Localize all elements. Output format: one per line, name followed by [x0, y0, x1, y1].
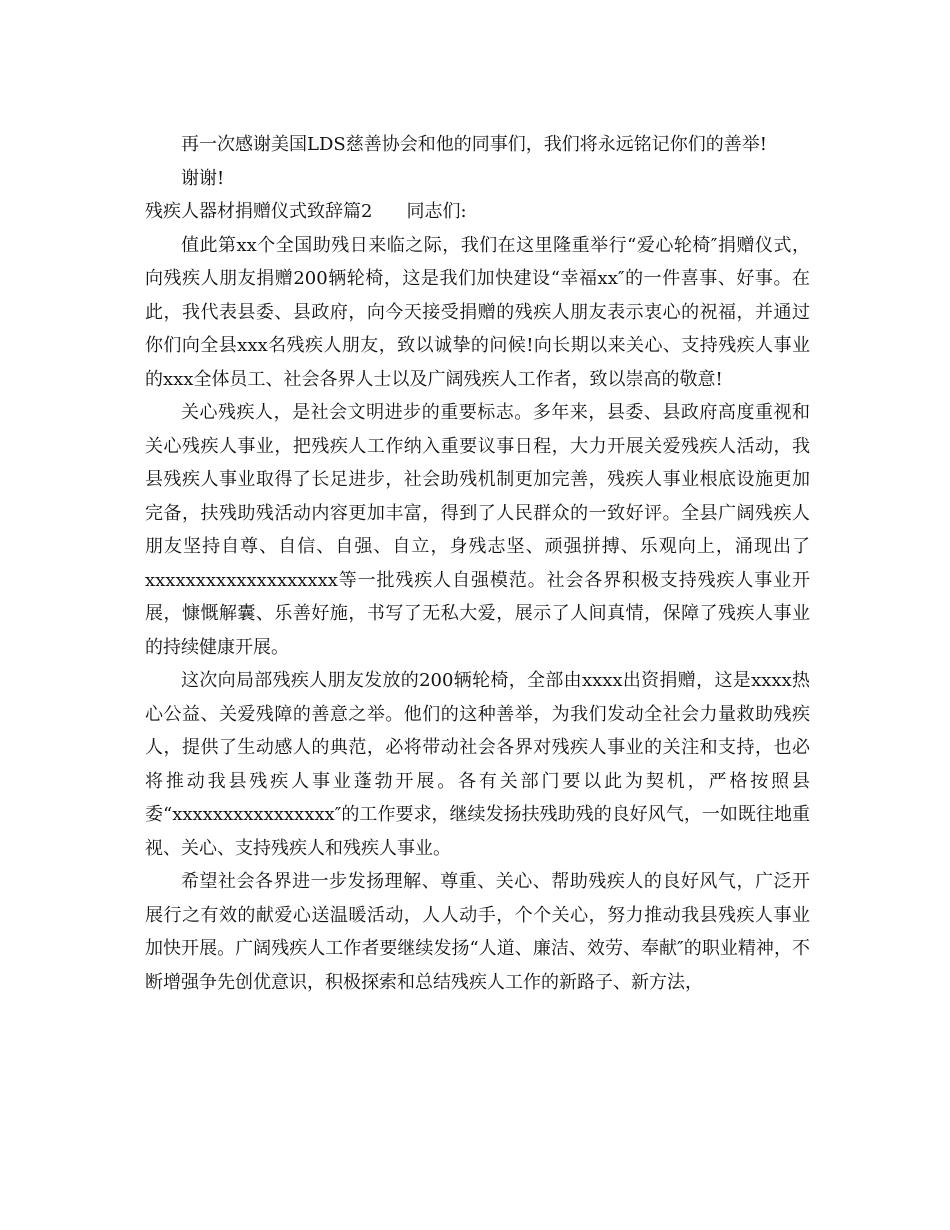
body-paragraph-2: 关心残疾人，是社会文明进步的重要标志。多年来，县委、县政府高度重视和关心残疾人事业，把残疾人工作纳入重要议事日程，大力开展关爱残疾人活动，我县残疾人事业取得了长足进步，社会助残机制更加完善，残疾人事业根底设施更加完备，扶残助残活动内容更加丰富，得到了人民群众的一致好评。全县广阔残疾人朋友坚持自尊、自信、自强、自立，身残志坚、顽强拼搏、乐观向上，涌现出了xxxxxxxxxxxxxxxxxxx等一批残疾人自强模范。社会各界积极支持残疾人事业开展，慷慨解囊、乐善好施，书写了无私大爱，展示了人间真情，保障了残疾人事业的持续健康开展。 — [145, 402, 810, 658]
document-body — [145, 128, 810, 999]
section-heading — [145, 195, 810, 229]
body-paragraph-3: 这次向局部残疾人朋友发放的200辆轮椅，全部由xxxx出资捐赠，这是xxxx热心公益、关爱残障的善意之举。他们的这种善举，为我们发动全社会力量救助残疾人，提供了生动感人的典范，必将带动社会各界对残疾人事业的关注和支持，也必将推动我县残疾人事业蓬勃开展。各有关部门要以此为契机，严格按照县委“xxxxxxxxxxxxxxxx″的工作要求，继续发扬扶残助残的良好风气，一如既往地重视、关心、支持残疾人和残疾人事业。 — [145, 670, 810, 859]
speech-title: 残疾人器材捐赠仪式致辞篇2 — [145, 201, 373, 222]
closing-thank-you: 谢谢! — [181, 167, 225, 189]
body-paragraph-4: 希望社会各界进一步发扬理解、尊重、关心、帮助残疾人的良好风气，广泛开展行之有效的献爱心送温暖活动，人人动手，个个关心，努力推动我县残疾人事业加快开展。广阔残疾人工作者要继续发扬“人道、廉洁、效劳、奉献″的职业精神，不断增强争先创优意识，积极探索和总结残疾人工作的新路子、新方法， — [145, 871, 810, 993]
salutation: 同志们: — [406, 201, 467, 222]
body-paragraph-1: 值此第xx个全国助残日来临之际，我们在这里隆重举行“爱心轮椅″捐赠仪式，向残疾人朋友捐赠200辆轮椅，这是我们加快建设“幸福xx″的一件喜事、好事。在此，我代表县委、县政府，向今天接受捐赠的残疾人朋友表示衷心的祝福，并通过你们向全县xxx名残疾人朋友，致以诚挚的问候!向长期以来关心、支持残疾人事业的xxx全体员工、社会各界人士以及广阔残疾人工作者，致以崇高的敬意! — [145, 234, 810, 390]
closing-thanks-paragraph: 再一次感谢美国LDS慈善协会和他的同事们，我们将永远铭记你们的善举! — [181, 134, 767, 155]
